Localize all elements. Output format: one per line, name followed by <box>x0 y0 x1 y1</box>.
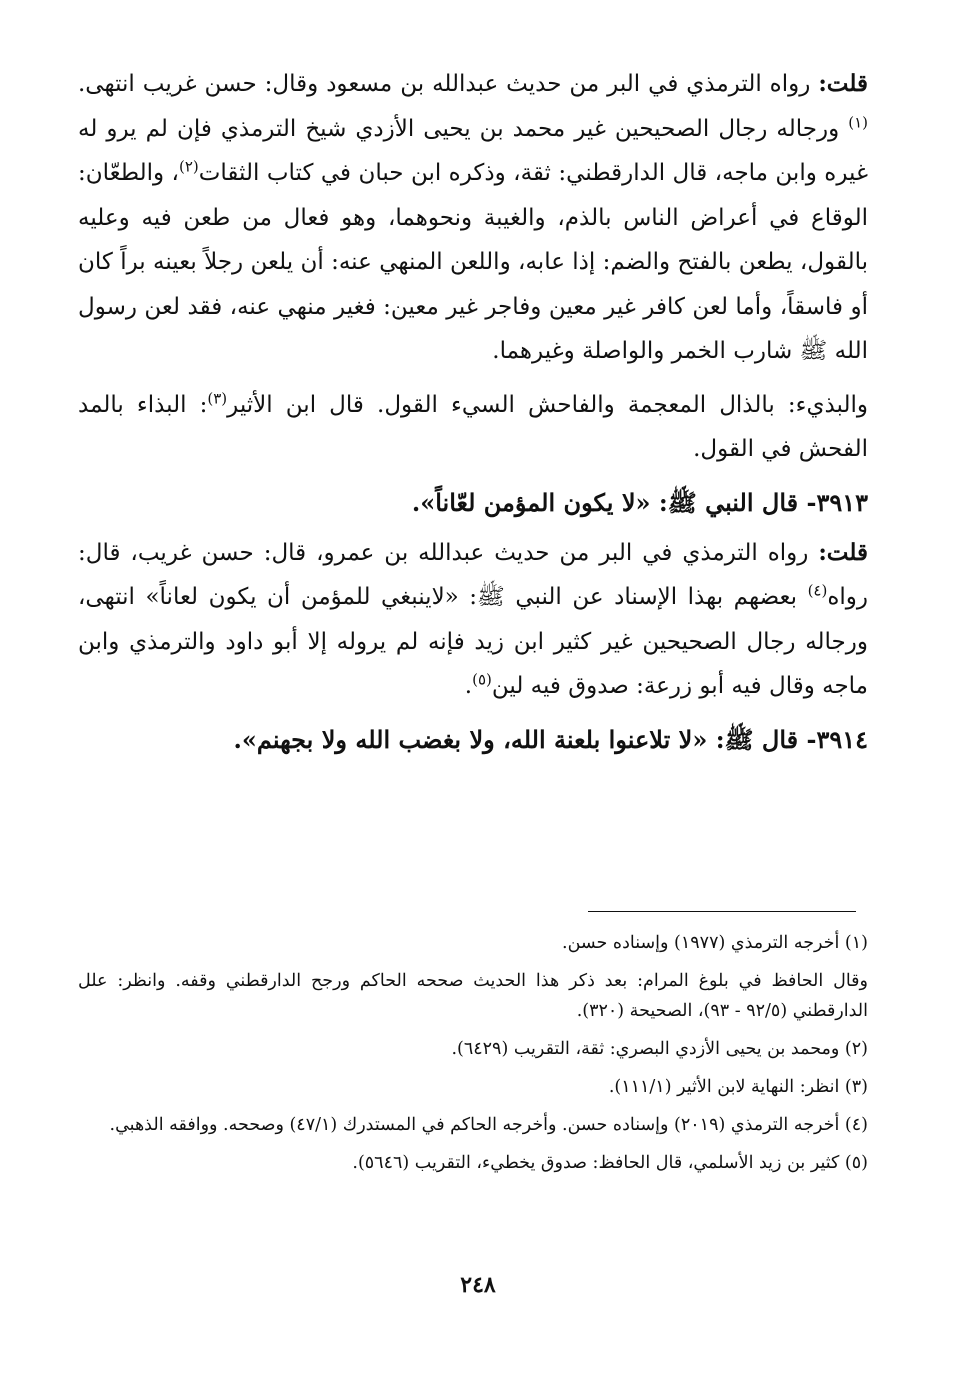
paragraph-1-text-b: ورجاله رجال الصحيحين غير محمد بن يحيى الأزدي شيخ الترمذي فإن لم يرو له غيره وابن ماجه، قال الدارقطني: ثقة، وذكره ابن حبان في كتاب الثقات <box>78 115 868 186</box>
page-number: ٢٤٨ <box>460 1272 496 1298</box>
footnote-separator <box>588 911 856 912</box>
footnote-2: (٢) ومحمد بن يحيى الأزدي البصري: ثقة، التقريب (٦٤٢٩). <box>451 1039 868 1059</box>
keyword-qultu: قلت: <box>818 538 868 566</box>
footnote-4: (٤) أخرجه الترمذي (٢٠١٩) وإسناده حسن. وأخرجه الحاكم في المستدرك (٤٧/١) وصححه. ووافقه الذهبي. <box>109 1115 868 1135</box>
footnote-ref-3[interactable]: (٣) <box>207 388 228 407</box>
footnote-1-continued: وقال الحافظ في بلوغ المرام: بعد ذكر هذا الحديث صححه الحاكم ورجح الدارقطني وقفه. وانظر: علل الدارقطني (٩٢/٥ - ٩٣)، الصحيحة (٣٢٠). <box>78 971 868 1021</box>
hadith-heading-3914: ٣٩١٤- قال ﷺ: «لا تلاعنوا بلعنة الله، ولا بغضب الله ولا بجهنم». <box>233 724 868 754</box>
paragraph-3-text-a: رواه الترمذي في البر من حديث عبدالله بن عمرو، قال: حسن غريب، قال: رواه <box>78 539 868 610</box>
paragraph-1-text-c: ، والطعّان: الوقاع في أعراض الناس بالذم، والغيبة ونحوهما، وهو فعال من طعن فيه وعليه بالقول، يطعن بالفتح والضم: إذا عابه، واللعن المنهي عنه: أن يلعن رجلاً بعينه براً كان أو فاسقاً، وأما لعن كافر غير معين وفاجر غير معين: فغير منهي عنه، فقد لعن رسول الله ﷺ شارب الخمر والواصلة وغيرهما. <box>78 160 868 364</box>
keyword-qultu: قلت: <box>818 70 868 97</box>
footnote-5: (٥) كثير بن زيد الأسلمي، قال الحافظ: صدوق يخطيء، التقريب (٥٦٤٦). <box>352 1153 868 1173</box>
footnotes <box>78 928 868 1186</box>
paragraph-3-text-b: بعضهم بهذا الإسناد عن النبي ﷺ: «لاينبغي للمؤمن أن يكون لعاناً» انتهى، ورجاله رجال الصحيحين غير كثير ابن زيد فإنه لم يروله إلا أبو داود والترمذي وابن ماجه وقال فيه أبو زرعة: صدوق فيه لين <box>78 584 868 699</box>
footnote-ref-2[interactable]: (٢) <box>178 157 199 176</box>
paragraph-1 <box>78 62 868 374</box>
paragraph-1-text-a: رواه الترمذي في البر من حديث عبدالله بن مسعود وقال: حسن غريب انتهى. <box>78 71 819 97</box>
paragraph-3 <box>78 531 868 709</box>
footnote-3: (٣) انظر: النهاية لابن الأثير (١١١/١). <box>608 1077 868 1097</box>
main-text <box>78 62 868 768</box>
paragraph-3-text-c: . <box>464 673 473 699</box>
paragraph-2-text-b: : البذاء بالمد الفحش في القول. <box>78 391 868 462</box>
footnote-ref-1[interactable]: (١) <box>848 112 868 131</box>
hadith-heading-3913: ٣٩١٣- قال النبي ﷺ: «لا يكون المؤمن لعّاناً». <box>411 487 868 517</box>
paragraph-2-text-a: والبذيء: بالذال المعجمة والفاحش السيء القول. قال ابن الأثير <box>227 391 868 418</box>
paragraph-2 <box>78 383 868 472</box>
footnote-ref-4[interactable]: (٤) <box>807 581 828 600</box>
footnote-1: (١) أخرجه الترمذي (١٩٧٧) وإسناده حسن. <box>562 933 868 953</box>
footnote-ref-5[interactable]: (٥) <box>472 670 492 689</box>
